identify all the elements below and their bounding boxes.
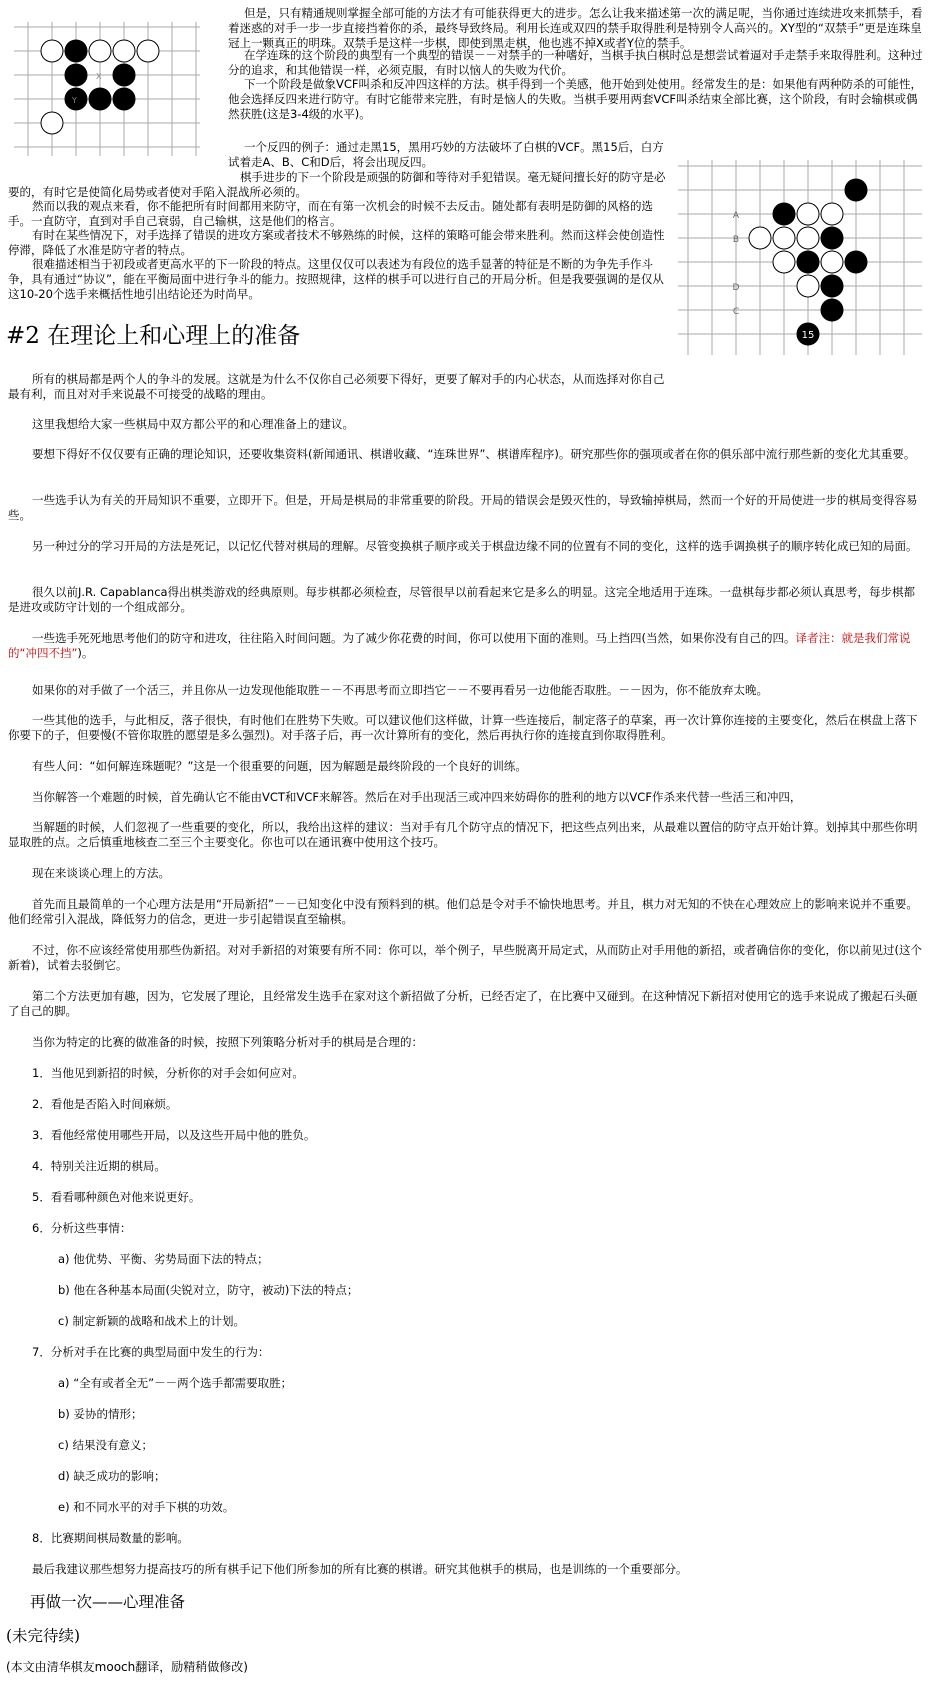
diagram-label-a: A — [732, 211, 740, 221]
translator-note: 译者注：就是我们常说的“冲四不挡” — [8, 631, 911, 660]
list-item: 8．比赛期间棋局数量的影响。 — [32, 1531, 189, 1545]
black-stone — [821, 275, 843, 297]
body-paragraph: 如果你的对手做了一个活三，并且你从一边发现他能取胜－－不再思考而立即挡它－－不要再看另一边他能否取胜。－－因为，你不能放弃太晚。 — [32, 683, 768, 697]
body-paragraph: 这里我想给大家一些棋局中双方都公平的和心理准备上的建议。 — [32, 417, 354, 431]
black-stone — [65, 64, 87, 86]
white-stone — [797, 275, 819, 297]
white-stone — [41, 40, 63, 62]
list-item: 2．看他是否陷入时间麻烦。 — [32, 1097, 178, 1111]
intro-paragraph-8: 很难描述相当于初段或者更高水平的下一阶段的特点。这里仅仅可以表述为有段位的选手显著的特征是不断的为争先手作斗争，具有通过“协议”，能在平衡局面中进行争斗的能力。按照规律，这样的棋手可以进行自己的开局分析。但是我要强调的是仅从这10-20个选手来概括性地引出结论还为时尚早。 — [8, 257, 664, 301]
list-subitem: b) 他在各种基本局面(尖锐对立，防守，被动)下法的特点； — [58, 1283, 359, 1297]
diagram-label-d: D — [732, 283, 740, 293]
diagram-label-b: B — [732, 235, 740, 245]
white-stone — [41, 112, 63, 134]
black-stone — [65, 40, 87, 62]
black-stone — [113, 64, 135, 86]
closing-paragraph: 最后我建议那些想努力提高技巧的所有棋手记下他们所参加的所有比赛的棋谱。研究其他棋手的棋局，也是训练的一个重要部分。 — [32, 1562, 688, 1576]
black-stone — [845, 251, 867, 273]
black-stone — [797, 251, 819, 273]
body-paragraph: 所有的棋局都是两个人的争斗的发展。这就是为什么不仅你自己必须要下得好，更要了解对手的内心状态，从而选择对你自己最有利，而且对对手来说最不可接受的战略的理由。 — [8, 372, 665, 401]
white-stone — [137, 40, 159, 62]
black-stone — [89, 88, 111, 110]
body-paragraph: 当你解答一个难题的时候，首先确认它不能由VCT和VCF来解答。然后在对手出现活三或冲四来妨碍你的胜利的地方以VCF作杀来代替一些活三和冲四， — [32, 790, 802, 804]
section-heading: #2 在理论上和心理上的准备 — [6, 323, 301, 349]
white-stone — [89, 40, 111, 62]
list-item: 7．分析对手在比赛的典型局面中发生的行为： — [32, 1345, 270, 1359]
stop-four-end: )。 — [77, 646, 94, 660]
body-paragraph: 要想下得好不仅仅要有正确的理论知识，还要收集资料(新闻通讯、棋谱收藏、“连珠世界”、棋谱库程序)。研究那些你的强项或者在你的俱乐部中流行那些新的变化尤其重要。 — [32, 447, 916, 461]
list-item: 1．当他见到新招的时候，分析你的对手会如何应对。 — [32, 1066, 304, 1080]
to-be-continued: (未完待续) — [6, 1627, 81, 1645]
list-subitem: c) 结果没有意义； — [58, 1438, 153, 1452]
list-item: 5．看看哪种颜色对他来说更好。 — [32, 1190, 201, 1204]
body-paragraph: 一些选手认为有关的开局知识不重要，立即开下。但是，开局是棋局的非常重要的阶段。开局的错误会是毁灭性的，导致输掉棋局，然而一个好的开局使进一步的棋局变得容易些。 — [8, 493, 918, 522]
body-paragraph: 不过，你不应该经常使用那些伪新招。对对手新招的对策要有所不同：你可以，举个例子，早些脱离开局定式，从而防止对手用他的新招，或者确信你的变化，你以前见过(这个新着)，试着去驳倒它。 — [8, 943, 922, 972]
board-diagram-xy — [14, 22, 200, 156]
stop-four-text: 一些选手死死地思考他们的防守和进攻，往往陷入时间问题。为了减少你花费的时间，你可以使用下面的准则。马上挡四(当然，如果你没有自己的四。 — [32, 631, 796, 645]
body-paragraph: 当你为特定的比赛的做准备的时候，按照下列策略分析对手的棋局是合理的： — [32, 1035, 423, 1049]
black-stone — [821, 227, 843, 249]
body-paragraph-stop-four — [8, 631, 924, 661]
white-stone — [773, 227, 795, 249]
list-item: 3．看他经常使用哪些开局，以及这些开局中他的胜负。 — [32, 1128, 316, 1142]
list-subitem: b) 妥协的情形； — [58, 1407, 143, 1421]
move-number-15: 15 — [801, 330, 815, 341]
white-stone — [773, 251, 795, 273]
black-stone — [113, 88, 135, 110]
intro-paragraph-3: 下一个阶段是做象VCF叫杀和反冲四这样的方法。棋手得到一个美感，他开始到处使用。经常发生的是：如果他有两种防杀的可能性，他会选择反四来进行防守。有时它能带来完胜，有时是恼人的失败。当棋手要用两套VCF叫杀结束全部比赛，这个阶段，有时会输棋或偶然获胜(这是3-4级的水平)。 — [228, 77, 923, 121]
body-paragraph: 第二个方法更加有趣，因为，它发展了理论，且经常发生选手在家对这个新招做了分析，已经否定了，在比赛中又碰到。在这种情况下新招对使用它的选手来说成了搬起石头砸了自己的脚。 — [8, 989, 918, 1018]
white-stone — [797, 227, 819, 249]
body-paragraph: 一些其他的选手，与此相反，落子很快，有时他们在胜势下失败。可以建议他们这样做，计算一些连接后，制定落子的草案，再一次计算你连接的主要变化，然后在棋盘上落下你要下的子，但要慢(不管你取胜的愿望是多么强烈)。对手落子后，再一次计算所有的变化，然后再执行你的连接直到你取得胜利。 — [8, 713, 918, 742]
black-stone — [821, 299, 843, 321]
board-diagram-15 — [678, 160, 922, 355]
white-stone — [113, 40, 135, 62]
black-stone — [845, 179, 867, 201]
body-paragraph: 很久以前J.R. Capablanca得出棋类游戏的经典原则。每步棋都必须检查，尽管很早以前看起来它是多么的明显。这完全地适用于连珠。一盘棋每步都必须认真思考，每步棋都是进攻或防守计划的一个组成部分。 — [8, 585, 916, 614]
body-paragraph: 首先而且最简单的一个心理方法是用“开局新招”－－已知变化中没有预料到的棋。他们总是令对手不愉快地思考。并且，棋力对无知的不快在心理效应上的影响来说并不重要。他们经常引入混战，降低努力的信念，更进一步引起错误直至输棋。 — [8, 897, 918, 926]
list-item: 4．特别关注近期的棋局。 — [32, 1159, 166, 1173]
translator-credit: (本文由清华棋友mooch翻译，励精稍做修改) — [6, 1660, 248, 1674]
body-paragraph: 现在来谈谈心理上的方法。 — [32, 866, 170, 880]
list-subitem: e) 和不同水平的对手下棋的功效。 — [58, 1500, 235, 1514]
list-subitem: a) “全有或者全无”－－两个选手都需要取胜； — [58, 1376, 293, 1390]
intro-paragraph-4: 一个反四的例子：通过走黑15，黑用巧妙的方法破坏了白棋的VCF。黑15后，白方试着走A、B、C和D后，将会出现反四。 — [228, 140, 664, 169]
intro-paragraph-2: 在学连珠的这个阶段的典型有一个典型的错误－－对禁手的一种嗜好，当棋手执白棋时总是想尝试着逼对手走禁手来取得胜利。这种过分的追求，和其他错误一样，必须克服，有时以恼人的失败为代价。 — [228, 48, 923, 77]
diagram-label-y: Y — [72, 96, 77, 105]
diagram-label-c: C — [732, 307, 740, 317]
intro-paragraph-7: 有时在某些情况下，对手选择了错误的进攻方案或者技术不够熟练的时候，这样的策略可能会带来胜利。然而这样会使创造性停滞，降低了水准是防守者的特点。 — [8, 228, 665, 257]
body-paragraph: 有些人问：“如何解连珠题呢？”这是一个很重要的问题，因为解题是最终阶段的一个良好的训练。 — [32, 759, 527, 773]
white-stone — [821, 251, 843, 273]
list-item: 6．分析这些事情： — [32, 1221, 132, 1235]
body-paragraph: 另一种过分的学习开局的方法是死记，以记忆代替对棋局的理解。尽管变换棋子顺序或关于棋盘边缘不同的位置有不同的变化，这样的选手调换棋子的顺序转化成已知的局面。 — [32, 539, 918, 553]
diagram-label-x: X — [96, 72, 102, 81]
intro-paragraph-5: 棋手进步的下一个阶段是顽强的防御和等待对手犯错误。毫无疑问擅长好的防守是必要的，有时它是使简化局势或者使对手陷入混战所必须的。 — [8, 170, 666, 199]
list-subitem: a) 他优势、平衡、劣势局面下法的特点； — [58, 1252, 269, 1266]
intro-paragraph-6: 然而以我的观点来看，你不能把所有时间都用来防守，而在有第一次机会的时候不去反击。随处都有表明是防御的风格的选手。一直防守，直到对手自己衰弱，自己输棋，这是他们的格言。 — [8, 199, 653, 228]
list-subitem: d) 缺乏成功的影响； — [58, 1469, 166, 1483]
white-stone — [821, 203, 843, 225]
intro-paragraph-1: 但是，只有精通规则掌握全部可能的方法才有可能获得更大的进步。怎么让我来描述第一次的满足呢，当你通过连续进攻来抓禁手，看着迷惑的对手一步一步直接挡着你的杀，最终导致终局。利用长连或双四的禁手取得胜利是特别令人高兴的。XY型的“双禁手”更是连珠皇冠上一颗真正的明珠。双禁手是这样一步棋，即使到黑走棋，他也逃不掉X或者Y位的禁手。 — [228, 6, 923, 50]
white-stone — [797, 203, 819, 225]
body-paragraph: 当解题的时候，人们忽视了一些重要的变化，所以，我给出这样的建议：当对手有几个防守点的情况下，把这些点列出来，从最难以置信的防守点开始计算。划掉其中那些你明显取胜的点。之后慎重地核查二至三个主要变化。你也可以在通讯赛中使用这个技巧。 — [8, 820, 918, 849]
list-subitem: c) 制定新颖的战略和战术上的计划。 — [58, 1314, 245, 1328]
white-stone — [749, 227, 771, 249]
sub-heading: 再做一次——心理准备 — [30, 1593, 186, 1611]
black-stone — [773, 203, 795, 225]
